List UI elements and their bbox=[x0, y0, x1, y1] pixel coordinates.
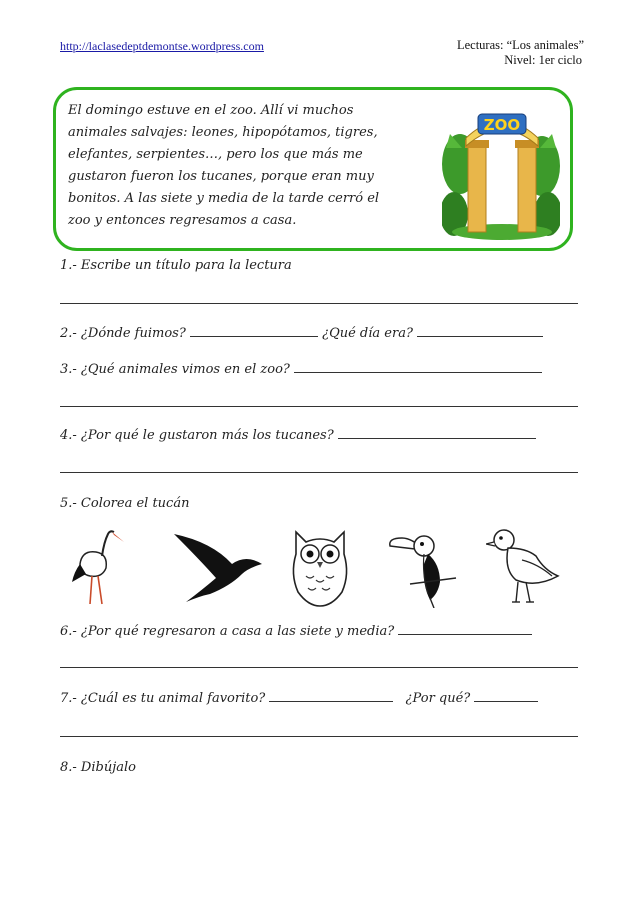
question-3 bbox=[60, 360, 542, 377]
question-6 bbox=[60, 622, 532, 639]
answer-line-7[interactable] bbox=[60, 736, 578, 737]
question-3-text: 3.- ¿Qué animales vimos en el zoo? bbox=[60, 362, 290, 377]
toucan-icon[interactable] bbox=[384, 524, 460, 608]
question-4-text: 4.- ¿Por qué le gustaron más los tucanes? bbox=[60, 428, 334, 443]
question-2-day: ¿Qué día era? bbox=[322, 326, 413, 341]
story-line: animales salvajes: leones, hipopótamos, tigres, bbox=[68, 125, 378, 140]
answer-line-6[interactable] bbox=[60, 667, 578, 668]
answer-blank-why-favorite[interactable] bbox=[474, 689, 538, 702]
question-7 bbox=[60, 689, 538, 706]
swallow-icon[interactable] bbox=[172, 524, 266, 608]
question-4 bbox=[60, 426, 536, 443]
story-line: elefantes, serpientes…, pero los que más me bbox=[68, 147, 363, 162]
answer-blank-toucans[interactable] bbox=[338, 426, 536, 439]
stork-icon[interactable] bbox=[68, 524, 124, 608]
worksheet-header bbox=[457, 38, 584, 68]
worksheet-title: Lecturas: “Los animales” bbox=[456, 38, 584, 52]
question-2 bbox=[60, 324, 543, 341]
blog-link[interactable]: http://laclasedeptdemontse.wordpress.com bbox=[60, 39, 264, 53]
answer-blank-where[interactable] bbox=[190, 324, 318, 337]
story-line: zoo y entonces regresamos a casa. bbox=[68, 213, 297, 228]
answer-line-3[interactable] bbox=[60, 406, 578, 407]
answer-blank-animals[interactable] bbox=[294, 360, 542, 373]
story-line: gustaron fueron los tucanes, porque eran muy bbox=[68, 169, 374, 184]
zoo-sign-text: ZOO bbox=[483, 116, 521, 134]
seagull-icon[interactable] bbox=[486, 524, 566, 608]
question-1: 1.- Escribe un título para la lectura bbox=[60, 258, 292, 273]
answer-line-1[interactable] bbox=[60, 303, 578, 304]
answer-blank-day[interactable] bbox=[417, 324, 543, 337]
question-5: 5.- Colorea el tucán bbox=[60, 496, 190, 511]
answer-line-4[interactable] bbox=[60, 472, 578, 473]
zoo-gate-icon bbox=[442, 104, 560, 240]
question-6-text: 6.- ¿Por qué regresaron a casa a las siete y media? bbox=[60, 624, 395, 639]
story-text bbox=[68, 100, 428, 232]
question-2-where: 2.- ¿Dónde fuimos? bbox=[60, 326, 186, 341]
story-box bbox=[53, 87, 573, 251]
worksheet-level: Nivel: 1er ciclo bbox=[504, 53, 582, 67]
answer-blank-why-return[interactable] bbox=[398, 622, 532, 635]
question-7-favorite: 7.- ¿Cuál es tu animal favorito? bbox=[60, 691, 266, 706]
story-line: El domingo estuve en el zoo. Allí vi muchos bbox=[68, 103, 354, 118]
question-7-why: ¿Por qué? bbox=[405, 691, 471, 706]
answer-blank-favorite[interactable] bbox=[269, 689, 393, 702]
story-line: bonitos. A las siete y media de la tarde cerró el bbox=[68, 191, 380, 206]
owl-icon[interactable] bbox=[286, 524, 354, 608]
question-8: 8.- Dibújalo bbox=[60, 760, 136, 775]
